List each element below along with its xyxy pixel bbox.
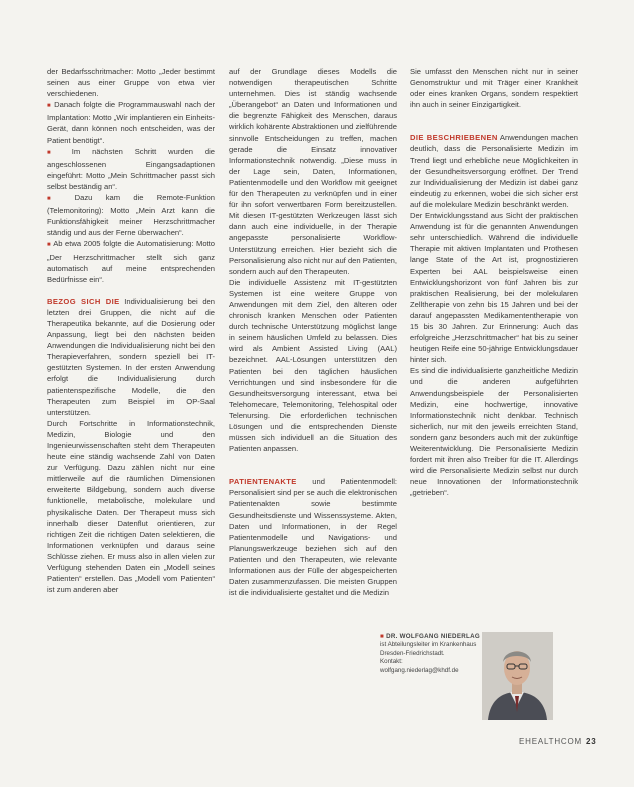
author-box xyxy=(380,633,480,675)
body-paragraph: der Bedarfsschritmacher: Motto „Jeder bestimmt seinen aus einer Gruppe von etwa vier verschiedenen. xyxy=(47,67,215,99)
page-footer xyxy=(519,737,596,746)
magazine-name: EHEALTHCOM xyxy=(519,737,582,746)
body-paragraph: auf der Grundlage dieses Modells die notwendigen therapeutischen Schritte unternehmen. Dies ist ständig wachsende „Überangebot“ an Daten und Informationen und die begrenzte Fähigkeit des Menschen, daraus wirklich kohärente Abstraktionen und zielführende sinnvolle Entscheidungen zu treffen, machen gerade die Einsatz innovativer Informationstechnik notwendig. „Diese muss in der Lage sein, Daten, Informationen, Patientenmodelle und den Workflow mit geeignet für den Therapeuten zu verknüpfen und in einer für ihn sofort verwertbaren Form bereitzustellen. Mit diesen IT-gestützten Werkzeugen lässt sich dann auch eine individuelle, in der Therapie angepasste personalisierte Workflow-Unterstützung erreichen. Hier bezieht sich die Personalisierung also nicht nur auf den Patienten, sondern auch auf den Therapeuten. xyxy=(229,67,397,276)
body-paragraph: Der Entwicklungsstand aus Sicht der praktischen Anwendung ist für die genannten Anwendungen sehr unterschiedlich. Während die individuelle Therapie mit aktiven Implantaten und Prothesen lange State of the Art ist, prognostizieren Experten bei AAL beispielsweise einen Entwicklungshorizont von fünf Jahren bis zur praktischen Realisierung, bei der molekularen Zelltherapie von zehn bis 15 Jahren und bei der darauf angepassten Medikamententherapie von 15 bis 30 Jahren. Zur Erinnerung: Auch das erfolgreiche „Herzschrittmacher“ hat bis zu seiner heutigen Reife eine 50-jährige Entwicklungsdauer hinter sich. xyxy=(410,211,578,365)
author-contact-label: Kontakt: xyxy=(380,658,403,666)
paragraph-text: Individualisierung bei den letzten drei Gruppen, die nicht auf die Therapeutika bekannte, auf die Dosierung oder Anpassung, liegt bei den nächsten beiden Anwendungen die Individualisierung nicht bei den Therapieverfahren, sondern speziell bei IT-gestützten Systemen. In der ersten Anwendung erfolgt die Individualisierung durch patientenspezifische Modelle, die den Therapeuten zum Beispiel im OP-Saal unterstützen. xyxy=(47,296,216,417)
paragraph-spacer xyxy=(410,110,578,132)
bullet-paragraph xyxy=(47,99,215,145)
bullet-paragraph xyxy=(47,238,215,284)
body-paragraph: Durch Fortschritte in Informationstechnik, Medizin, Biologie und den Ingenieurwissenschaften steht dem Therapeuten heute eine ständig wachsende Zahl von Daten zur Verfügung. Dazu zählen nicht nur eine mittlerweile auf die räumlichen Dimensionen erweiterte Bildgebung, sondern auch diverse funktionelle, metabolische, molekulare und physikalische Daten. Der Therapeut muss sich innerhalb dieser Datenflut orientieren, zur richtigen Zeit die richtigen Daten selektieren, die Informationen verknüpfen und daraus seine Schlüsse ziehen. Er muss also in allen vielen zur Verfügung stehenden Daten ein „Modell seines Patienten“ erstellen. Das „Modell vom Patienten“ ist zum anderen aber xyxy=(47,418,215,595)
lead-in-paragraph xyxy=(229,476,397,598)
lead-in-paragraph xyxy=(410,132,578,210)
paragraph-spacer xyxy=(47,285,215,296)
bullet-paragraph xyxy=(47,192,215,238)
bullet-paragraph xyxy=(47,146,215,192)
text-column-3 xyxy=(410,66,578,498)
body-paragraph: Die individuelle Assistenz mit IT-gestützten Systemen ist eine weitere Gruppe von Anwendungen mit dem Ziel, den älteren oder chronisch kranken Menschen oder Patienten durch technische Unterstützung möglichst lange in seinem häuslichen Umfeld zu belassen. Dies wird als Ambient Assisted Living (AAL) bezeichnet. AAL-Lösungen unterstützen den Patienten bei den täglichen häuslichen Verrichtungen und sind insbesondere für die Gesundheitsversorgung interessant, etwa bei Telehomecare, Telemonitoring, Telehospital oder Telenursing. Die erforderlichen technischen Lösungen und die entsprechenden Dienste müssen sich individuell an die Situation des Patienten anpassen. xyxy=(229,277,397,454)
section-lead-in: DIE BESCHRIEBENEN xyxy=(410,133,498,143)
page-number: 23 xyxy=(585,737,597,746)
text-column-1 xyxy=(47,66,215,595)
author-email: wolfgang.niederlag@khdf.de xyxy=(380,666,459,674)
author-affiliation: ist Abteilungsleiter im Krankenhaus Dresden-Friedrichstadt. xyxy=(380,641,477,657)
text-column-2 xyxy=(229,66,397,598)
paragraph-text: Danach folgte die Programmauswahl nach der Implantation: Motto „Wir implantieren ein Einheits-Gerät, dann können noch entscheiden, was der Patient benötigt“. xyxy=(47,100,215,145)
paragraph-text: Anwendungen machen deutlich, dass die Personalisierte Medizin im Trend liegt und erhebliche neue Möglichkeiten in der Gesundheitsversorgung eröffnet. Der Trend zur Individualisierung der Medizin ist dabei ganz eindeutig zu erkennen, wobei die sich sicher erst auf die molekulare Medizin beschränkt werden. xyxy=(410,133,578,209)
body-paragraph: Es sind die individualisierte ganzheitliche Medizin und die anderen aufgeführten Anwendungsbeispiele der Personalisierten Medizin, eine hochwertige, innovative Informationstechnik nicht denkbar. Technisch sicherlich, nur mit den jeweils erreichten Stand, sondern ganz besonders auch mit der zukünftige Weiterentwicklung. Die Personalisierte Medizin fordert mit ihren also Treiber für die IT. Allerdings wird die Personalisierte Medizin selbst nur durch neue Innovationen der Informationstechnik „getrieben“. xyxy=(410,366,578,498)
author-photo xyxy=(482,632,553,720)
section-lead-in: PATIENTENAKTE xyxy=(229,477,297,487)
lead-in-paragraph xyxy=(47,296,215,418)
paragraph-text: Ab etwa 2005 folgte die Automatisierung: Motto „Der Herzschrittmacher stellt sich ganz automatisch auf meine entsprechenden Bedürfnisse ein“. xyxy=(47,239,215,284)
paragraph-text: und Patientenmodell: Personalisiert sind per se auch die elektronischen Patientenakten sowie bestimmte Gesundheitsdienste und Wissenssysteme. Akten, Daten und Informationen, in der Regel Patientenmodelle und Navigations- und Planungswerkzeuge beziehen sich auf den Patienten und den Therapeuten, wie relevante Informationen aus der Fülle der abgespeicherten Daten zusammenzufassen. Die meisten Gruppen ist die individualisierte gestaltet und die Medizin xyxy=(229,477,397,598)
author-name: ■ DR. WOLFGANG NIEDERLAG xyxy=(380,633,480,641)
paragraph-spacer xyxy=(229,454,397,476)
body-paragraph: Sie umfasst den Menschen nicht nur in seiner Genomstruktur und mit Träger einer Krankheit oder eines kranken Organs, sondern respektiert ihn auch in seiner Einzigartigkeit. xyxy=(410,67,578,110)
section-lead-in: BEZOG SICH DIE xyxy=(47,296,120,306)
paragraph-text: Dazu kam die Remote-Funktion (Telemonitoring): Motto „Mein Arzt kann die Funktionsfähigkeit meiner Herzschrittmacher ständig und aus der Ferne überwachen“. xyxy=(47,193,216,238)
paragraph-text: Im nächsten Schritt wurden die angeschlossenen Eingangsadaptionen eingeführt: Motto „Mein Schrittmacher passt sich selbst beständig an“. xyxy=(47,146,215,191)
